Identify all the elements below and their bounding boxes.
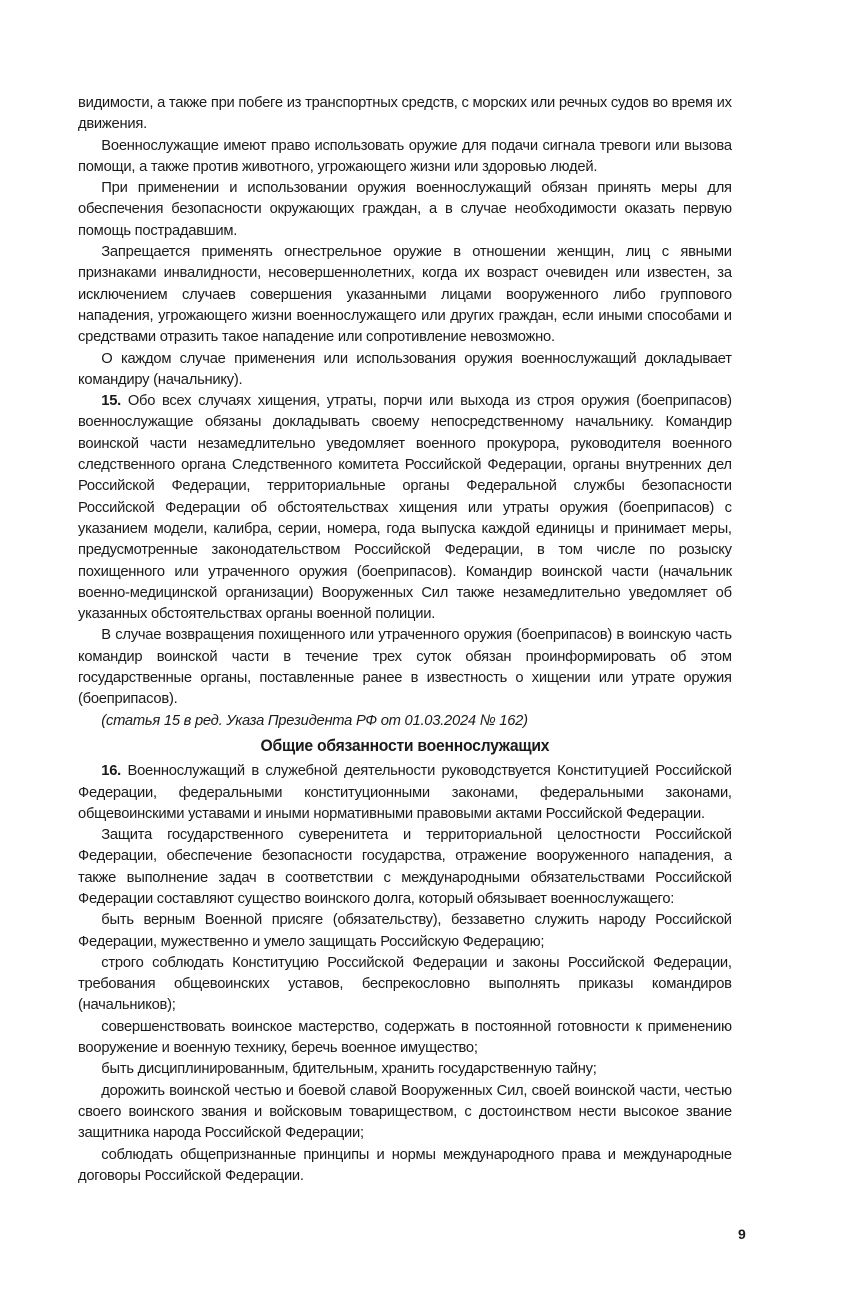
paragraph-continued: видимости, а также при побеге из транспортных средств, с морских или речных судов во время их движения. (78, 94, 732, 133)
duty-item: строго соблюдать Конституцию Российской Федерации и законы Российской Федерации, требования общевоинских уставов, беспрекословно выполнять приказы командиров (начальников); (78, 953, 732, 1014)
paragraph: Военнослужащие имеют право использовать оружие для подачи сигнала тревоги или вызова помощи, а также против животного, угрожающего жизни или здоровью людей. (78, 136, 732, 175)
paragraph: В случае возвращения похищенного или утраченного оружия (боеприпасов) в воинскую часть командир воинской части в течение трех суток обязан проинформировать об этом государственные органы, поставленные ранее в известность о хищении или утрате оружия (боеприпасов). (78, 626, 732, 708)
paragraph: О каждом случае применения или использования оружия военнослужащий докладывает командиру (начальнику). (78, 349, 732, 388)
article-number: 15. (101, 392, 122, 410)
article-text: Обо всех случаях хищения, утраты, порчи или выхода из строя оружия (боеприпасов) военнослужащие обязаны докладывать своему непосредственному начальнику. Командир воинской части незамедлительно уведомляет военного прокурора, руководителя военного следственного органа Следственного комитета Российской Федерации, органы внутренних дел Российской Федерации, территориальные органы Федеральной службы безопасности Российской Федерации об обстоятельствах хищения или утраты оружия (боеприпасов) с указанием модели, калибра, серии, номера, года выпуска каждой единицы и принимает меры, предусмотренные законодательством Российской Федерации, в том числе по розыску похищенного или утраченного оружия (боеприпасов). Командир воинской части (начальник военно-медицинской организации) Вооруженных Сил также незамедлительно уведомляет об указанных обстоятельствах органы военной полиции. (78, 392, 732, 623)
document-page (78, 92, 732, 1186)
duty-item: соблюдать общепризнанные принципы и нормы международного права и международные договоры Российской Федерации. (78, 1145, 732, 1184)
amendment-note: (статья 15 в ред. Указа Президента РФ от 01.03.2024 № 162) (101, 711, 528, 729)
paragraph: Запрещается применять огнестрельное оружие в отношении женщин, лиц с явными признаками инвалидности, несовершеннолетних, когда их возраст очевиден или известен, за исключением случаев совершения указанными лицами вооруженного либо группового нападения, угрожающего жизни военнослужащего или других граждан, если иными способами и средствами отразить такое нападение или сопротивление невозможно. (78, 243, 732, 346)
article-15 (78, 390, 732, 624)
article-text: Военнослужащий в служебной деятельности руководствуется Конституцией Российской Федерации, федеральными конституционными законами, федеральными законами, общевоинскими уставами и иными нормативными правовыми актами Российской Федерации. (78, 762, 732, 822)
page-number: 9 (738, 1226, 746, 1242)
paragraph: Защита государственного суверенитета и территориальной целостности Российской Федерации, обеспечение безопасности государства, отражение вооруженного нападения, а также выполнение задач в соответствии с международными обязательствами Российской Федерации составляют существо воинского долга, который обязывает военнослужащего: (78, 826, 732, 907)
paragraph: При применении и использовании оружия военнослужащий обязан принять меры для обеспечения безопасности окружающих граждан, а в случае необходимости оказать первую помощь пострадавшим. (78, 179, 732, 239)
section-heading: Общие обязанности военнослужащих (260, 736, 550, 755)
duty-item: совершенствовать воинское мастерство, содержать в постоянной готовности к применению вооружение и военную технику, беречь военное имущество; (78, 1017, 732, 1057)
duty-item: быть верным Военной присяге (обязательству), беззаветно служить народу Российской Федерации, мужественно и умело защищать Российскую Федерацию; (78, 911, 732, 950)
article-16 (78, 760, 732, 824)
duty-item: быть дисциплинированным, бдительным, хранить государственную тайну; (101, 1060, 597, 1078)
article-number: 16. (101, 762, 122, 780)
duty-item: дорожить воинской честью и боевой славой Вооруженных Сил, своей воинской части, честью своего воинского звания и войсковым товариществом, с достоинством нести высокое звание защитника народа Российской Федерации; (78, 1081, 732, 1142)
